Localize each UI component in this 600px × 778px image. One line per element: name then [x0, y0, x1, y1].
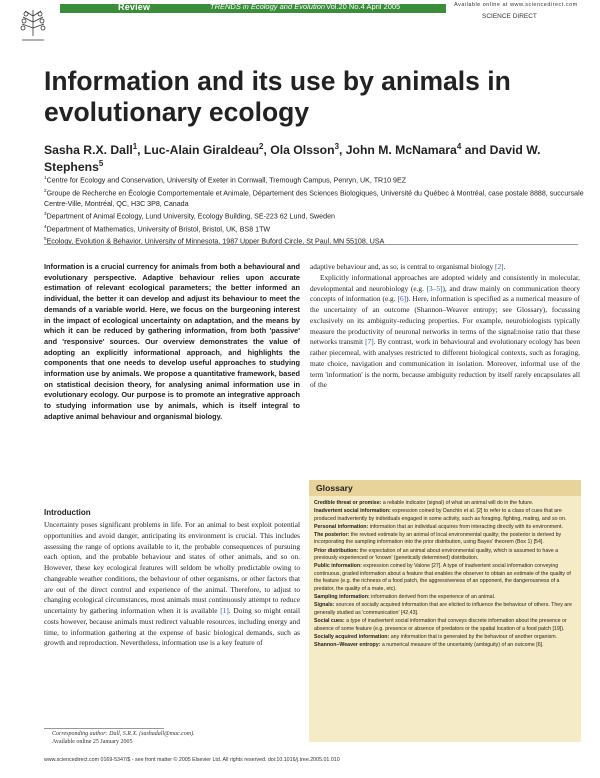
glossary-entry: Public information: expression coined by Valone [27]. A type of inadvertent social information conveying continuous, graded information about a feature that enables the observer to obtain an estimate of the quality of the feature (e.g. the richness of a food patch, the aggressiveness of an opponent, the dangerousness of a predator, the quality of a mate, etc).: [314, 563, 571, 593]
glossary-entry: Credible threat or promise: a reliable indicator (signal) of what an animal will do in the future.: [314, 500, 534, 506]
glossary-entry: The posterior: the revised estimate by an animal of local environmental quality; the posterior is derived by incorporating the sampling information into the prior distribution, using Bayes' theorem (Box 1) [54].: [314, 531, 562, 546]
section-label: Review: [118, 2, 151, 12]
glossary-title: Glossary: [316, 483, 353, 493]
available-online: Available online 25 January 2005: [52, 739, 133, 745]
footnote: [52, 730, 195, 746]
glossary-entry: Personal information: information that an individual acquires from interacting directly with its environment.: [314, 523, 563, 530]
affiliation-line: $^5$Ecology, Evolution & Behavior, University of Minnesota, 1987 Upper Buford Circle, St Paul, MN 55108, USA: [44, 236, 385, 246]
journal-volume: Vol.20 No.4 April 2005: [326, 2, 401, 11]
glossary-term: Signals:: [314, 602, 335, 609]
right-column-body: [310, 262, 580, 391]
glossary-entry: Socially acquired information: any information that is generated by the behaviour of another organism.: [314, 633, 558, 640]
glossary-term: Socially acquired information:: [314, 633, 390, 640]
affiliation-line: $^2$Groupe de Recherche en Écologie Comportementale et Animale, Département des Sciences Biologiques, Université du Québec à Montréal, case postale 8888, succursale Centre-Ville, Montréal, QC, H3C 3P8, Canada: [44, 187, 584, 208]
glossary-entry: Inadvertent social information: expression coined by Danchin et al. [2] to refer to a class of cues that are produced inadvertently by individuals engaged in some activity, such as foraging, fighting, mating, and so on.: [314, 508, 567, 522]
glossary-term: Shannon–Weaver entropy:: [314, 641, 381, 648]
footnote-divider: [44, 728, 164, 729]
glossary-entry: Sampling information: information derived from the experience of an animal.: [314, 594, 496, 601]
page-footer: www.sciencedirect.com 0169-5347/$ - see front matter © 2005 Elsevier Ltd. All rights reserved. doi:10.1016/j.tree.2005.01.010: [44, 757, 340, 763]
elsevier-logo: [16, 6, 50, 46]
glossary-entries: [314, 500, 578, 650]
glossary-term: Personal information:: [314, 523, 369, 530]
glossary-term: Inadvertent social information:: [314, 508, 391, 515]
sciencedirect-wordmark: SCIENCE DIRECT: [482, 13, 537, 20]
glossary-term: Credible threat or promise:: [314, 500, 382, 506]
sciencedirect-logo: Available online at www.sciencedirect.com: [454, 2, 578, 8]
intro-heading: Introduction: [44, 508, 91, 517]
abstract: Information is a crucial currency for animals from both a behavioural and evolutionary perspective. Adaptive behaviour relies upon accurate estimation of relevant ecological parameters; the better informed an individual, the better it can develop and adjust its behaviour to meet the demands of a variable world. Here, we focus on the burgeoning interest in the impact of ecological uncertainty on adaptation, and the means by which it can be reduced by gathering information, from both 'passive' and 'responsive' sources. Our overview demonstrates the value of adopting an explicitly informational approach, and highlights the components that one needs to develop useful approaches to studying information use by animals. We propose a quantitative framework, based on statistical decision theory, for analysing animal information use in evolutionary ecology. Our purpose is to promote an integrative approach to studying information use by animals, which is itself integral to adaptive animal behaviour and organismal biology.: [44, 262, 300, 421]
glossary-entry: Signals: sources of socially acquired information that are elicited to influence the behaviour of others. They are generally studied as 'communication' [42,43].: [314, 602, 572, 616]
glossary-entry: Prior distribution: the expectation of an animal about environmental quality, which is assumed to have a previously experienced or 'known' (genetically determined) distribution.: [314, 547, 559, 562]
glossary-term: Prior distribution:: [314, 547, 359, 554]
intro-body: Uncertainty poses significant problems in life. For an animal to best exploit potential opportunities and avoid danger, anticipating its environment is crucial. This includes assessing the range of options available to it, the probable consequences of pursuing each option, and the probable behaviour and states of other animals, and so on. However, these key ecological features will seldom be wholly predictable owing to changeable weather conditions, the behaviour of other organisms, or other factors that are out of the direct control and experience of the animal. Therefore, to adjust to changing ecological circumstances, most animals must continuously attempt to reduce uncertainty by gathering information when it is available [1]. Doing so might entail costs however, because animals must redirect valuable resources, including energy and time, to information gathering at the expense of basic biological demands, such as growth and reproduction. Nevertheless, information use is a key feature of: [44, 520, 300, 648]
affiliation-line: $^1$Centre for Ecology and Conservation, University of Exeter in Cornwall, Tremough Campus, Penryn, UK, TR10 9EZ: [44, 175, 407, 185]
glossary-entry: Social cues: a type of inadvertent social information that conveys discrete information about the presence or absence of some feature (e.g. presence or absence of predators or the spatial location of a food patch [19]).: [314, 617, 567, 632]
affiliations: [44, 173, 584, 247]
glossary-term: Sampling information:: [314, 594, 370, 601]
glossary-term: Public information:: [314, 563, 362, 570]
journal-name: TRENDS in Ecology and Evolution: [210, 2, 326, 11]
affiliation-line: $^3$Department of Animal Ecology, Lund University, Ecology Building, SE-223 62 Lund, Sweden: [44, 210, 335, 221]
paragraph: adaptive behaviour and, as so, is central to organismal biology [2].: [310, 262, 506, 271]
author-list: Sasha R.X. Dall$^1$, Luc-Alain Giraldeau$^2$, Ola Olsson$^3$, John M. McNamara$^4$ and David W. Stephens$^5$: [44, 142, 541, 175]
paragraph: Explicitly informational approaches are adopted widely and consistently in molecular, developmental and neurobiology (e.g. [3–5]), and draw mainly on communication theory concepts of information (e.g. [6]). Here, information is specified as a numerical measure of the uncertainty of an outcome (Shannon–Weaver entropy; see Glossary), focussing exclusively on its ambiguity-reducing properties. For example, neurobiologists typically measure the productivity of neuronal networks in terms of the signal:noise ratio that these networks transmit [7]. By contrast, work in behavioural and evolutionary ecology has been rather piecemeal, with analyses restricted to different biological contexts, such as foraging, mate choice, navigation and communication in isolation. Moreover, informal use of the term 'information' is the norm, because ambiguity reduction by itself rarely encapsulates all of the: [310, 272, 581, 390]
glossary-term: Social cues:: [314, 617, 345, 624]
affiliation-line: $^4$Department of Mathematics, University of Bristol, Bristol, UK, BS8 1TW: [44, 223, 271, 234]
glossary-entry: Shannon–Weaver entropy: a numerical measure of the uncertainty (ambiguity) of an outcome [6].: [314, 641, 544, 648]
glossary-term: The posterior:: [314, 531, 350, 538]
corresponding-author: Corresponding author: Dall, S.R.X. (sashadall@mac.com).: [52, 731, 195, 737]
divider: [44, 244, 578, 245]
article-title: Information and its use by animals in evolutionary ecology: [44, 66, 511, 127]
